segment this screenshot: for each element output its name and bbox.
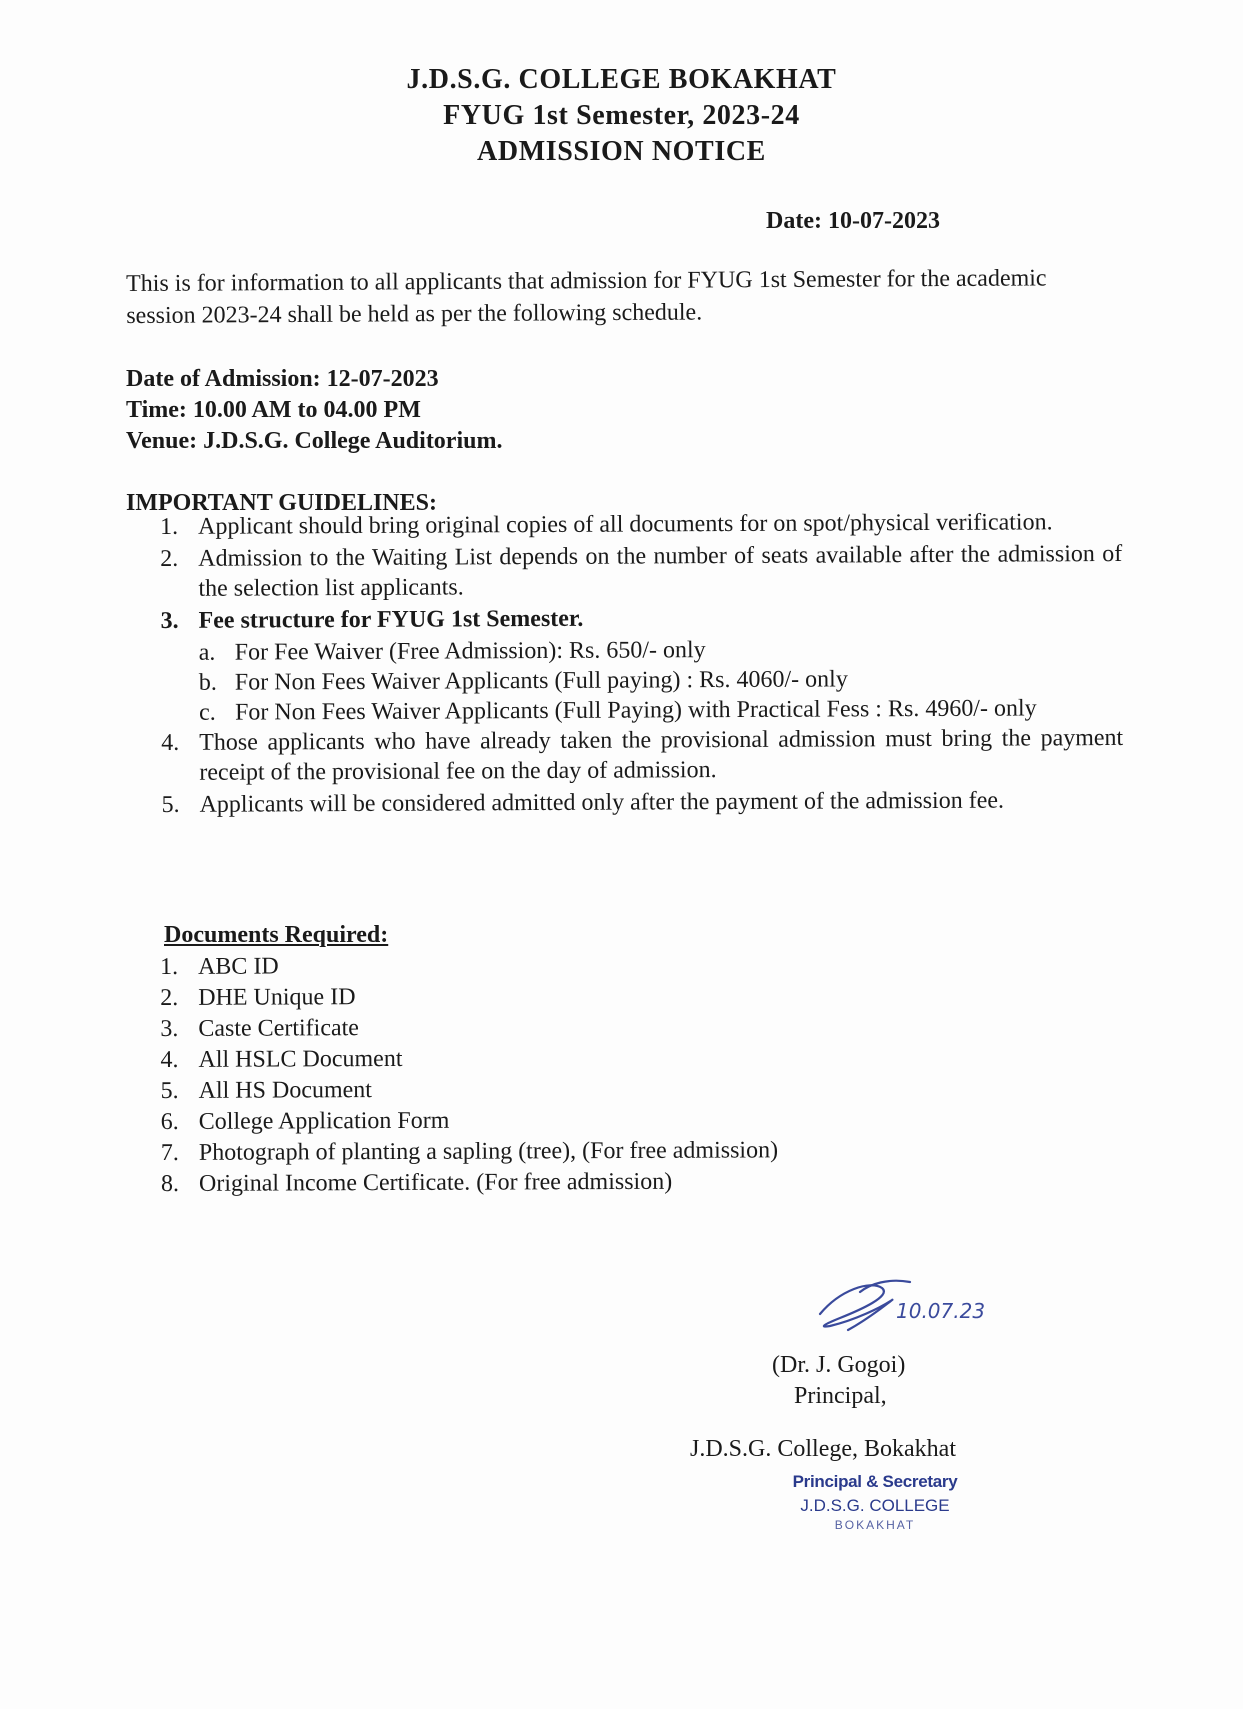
signatory-block (690, 1350, 1010, 1465)
item-text: Fee structure for FYUG 1st Semester. (198, 605, 584, 634)
admission-time: Time: 10.00 AM to 04.00 PM (126, 397, 421, 423)
signatory-name: (Dr. J. Gogoi) (772, 1352, 906, 1378)
list-item (161, 1073, 778, 1107)
fee-letter: c. (198, 699, 216, 726)
list-item (161, 1135, 778, 1169)
item-number: 6. (160, 1108, 179, 1135)
item-number: 3. (160, 607, 179, 634)
item-number: 4. (160, 1046, 179, 1073)
documents-heading: Documents Required: (164, 922, 389, 948)
signature-date: 10.07.23 (896, 1299, 986, 1323)
item-text: Original Income Certificate. (For free admission) (198, 1168, 673, 1197)
item-number: 7. (160, 1139, 179, 1166)
item-number: 5. (161, 791, 180, 818)
fee-letter: a. (198, 639, 216, 666)
fee-text: For Fee Waiver (Free Admission): Rs. 650/- only (234, 637, 706, 666)
fee-structure-list (199, 633, 1123, 728)
stamp-location: BOKAKHAT (834, 1518, 916, 1532)
semester-title: FYUG 1st Semester, 2023-24 (443, 100, 800, 131)
stamp-title: Principal & Secretary (792, 1472, 958, 1491)
item-text: Those applicants who have already taken the provisional admission must bring the payment receipt of the provisional fee on the day of admission. (199, 724, 1124, 786)
item-number: 2. (160, 984, 179, 1011)
item-text: Admission to the Waiting List depends on the number of seats available after the admission of the selection list applicants. (198, 540, 1123, 602)
item-text: Photograph of planting a sapling (tree), (For free admission) (198, 1137, 779, 1166)
item-text: ABC ID (198, 953, 279, 980)
guidelines-heading: IMPORTANT GUIDELINES: (126, 490, 437, 516)
official-stamp (775, 1470, 975, 1532)
fee-item (199, 633, 1123, 668)
documents-list (160, 949, 778, 1200)
guidelines-list (160, 507, 1124, 822)
list-item (160, 601, 1122, 636)
list-item (161, 785, 1123, 820)
notice-header (0, 62, 1243, 170)
list-item (161, 1166, 778, 1200)
item-number: 4. (161, 729, 180, 756)
item-number: 3. (160, 1015, 179, 1042)
fee-text: For Non Fees Waiver Applicants (Full paying) : Rs. 4060/- only (234, 666, 848, 696)
fee-item (199, 663, 1123, 698)
list-item (160, 1011, 777, 1045)
list-item (160, 539, 1122, 604)
item-text: Applicants will be considered admitted only after the payment of the admission fee. (199, 787, 1005, 818)
signatory-role: Principal, (794, 1383, 887, 1409)
admission-date: Date of Admission: 12-07-2023 (126, 366, 439, 392)
item-text: College Application Form (198, 1107, 450, 1135)
item-text: DHE Unique ID (198, 984, 356, 1011)
notice-date: Date: 10-07-2023 (766, 208, 940, 234)
item-text: All HSLC Document (198, 1045, 403, 1073)
fee-letter: b. (198, 669, 217, 696)
item-number: 1. (160, 513, 179, 540)
admission-schedule (126, 364, 502, 457)
list-item (160, 507, 1122, 542)
item-number: 5. (160, 1077, 179, 1104)
item-text: Applicant should bring original copies of all documents for on spot/physical verification. (198, 509, 1053, 540)
list-item (161, 723, 1123, 788)
list-item (161, 1104, 778, 1138)
handwritten-signature (800, 1270, 1000, 1340)
item-text: All HS Document (198, 1077, 372, 1104)
intro-paragraph: This is for information to all applicants that admission for FYUG 1st Semester for the academic session 2023-24 shall be held as per the following schedule. (126, 265, 1047, 329)
fee-text: For Non Fees Waiver Applicants (Full Paying) with Practical Fess : Rs. 4960/- only (234, 695, 1037, 726)
fee-item (199, 693, 1123, 728)
list-item (160, 1042, 777, 1076)
signatory-college: J.D.S.G. College, Bokakhat (690, 1436, 956, 1462)
admission-venue: Venue: J.D.S.G. College Auditorium. (126, 428, 503, 454)
list-item (160, 949, 777, 983)
notice-title: ADMISSION NOTICE (477, 136, 766, 167)
item-number: 2. (160, 545, 179, 572)
item-number: 1. (160, 953, 179, 980)
stamp-college: J.D.S.G. COLLEGE (800, 1496, 950, 1515)
list-item (160, 980, 777, 1014)
item-text: Caste Certificate (198, 1015, 359, 1042)
item-number: 8. (160, 1170, 180, 1197)
college-name: J.D.S.G. COLLEGE BOKAKHAT (406, 64, 837, 95)
